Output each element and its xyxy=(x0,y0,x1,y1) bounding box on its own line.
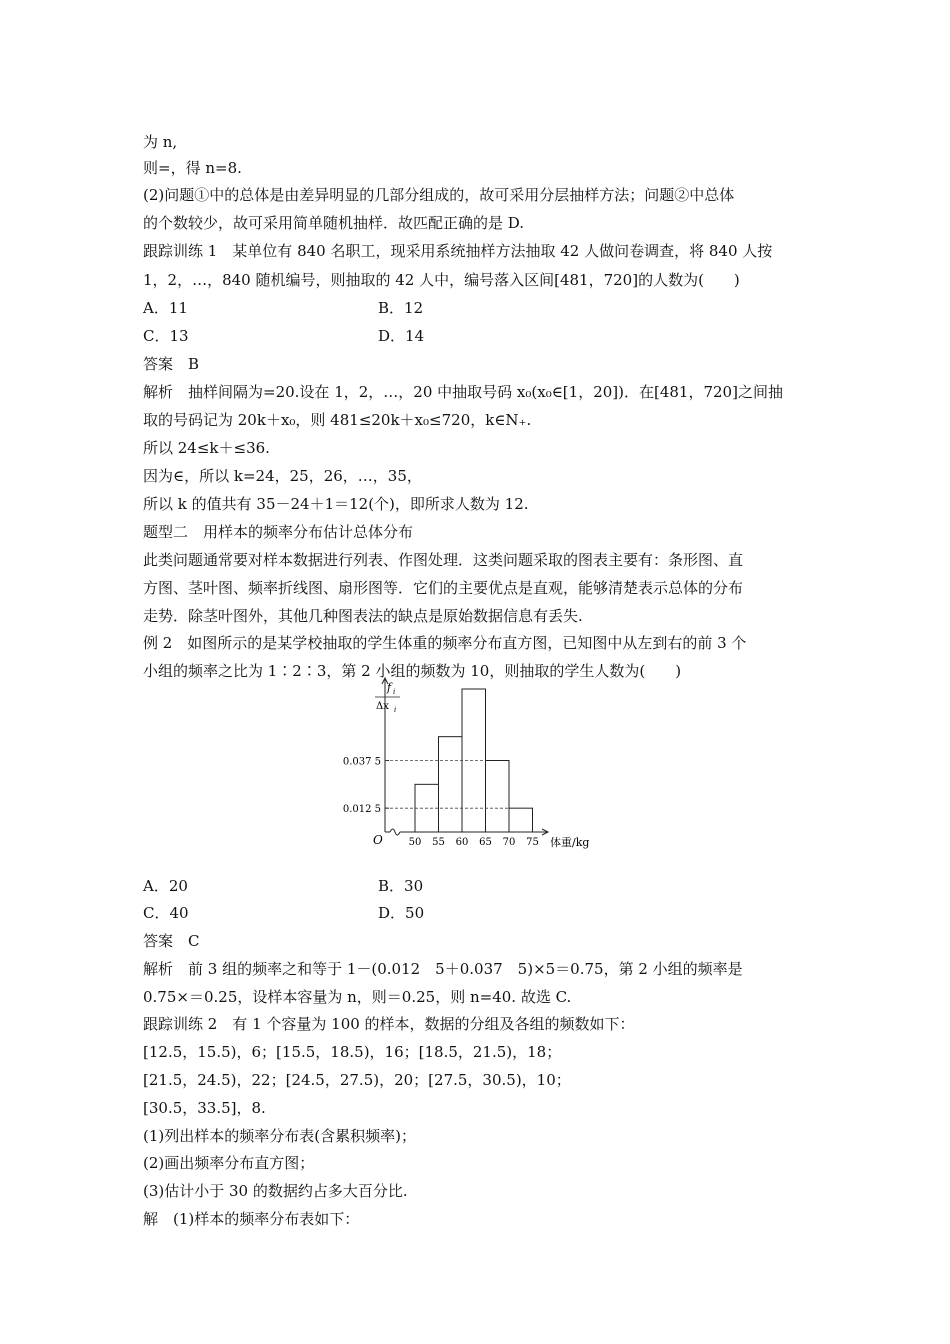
line-29: 0.75×＝0.25，设样本容量为 n，则＝0.25，则 n=40. 故选 C. xyxy=(143,988,572,1006)
option-a: A．20 xyxy=(143,877,188,895)
line-34: (1)列出样本的频率分布表(含累积频率)； xyxy=(143,1127,416,1145)
line-4: 的个数较少，故可采用简单随机抽样．故匹配正确的是 D. xyxy=(143,214,525,232)
analysis-2: 解析 前 3 组的频率之和等于 1－(0.012 5＋0.037 5)×5＝0.75，第 2 小组的频率是 xyxy=(143,960,743,978)
line-30: 跟踪训练 2 有 1 个容量为 100 的样本，数据的分组及各组的频数如下： xyxy=(143,1015,635,1033)
ylabel-numerator: f xyxy=(387,681,392,694)
solution-start: 解 (1)样本的频率分布表如下： xyxy=(143,1210,360,1228)
histogram-bar xyxy=(486,761,510,833)
ylabel-numerator-sub: i xyxy=(393,688,396,696)
histogram-bar xyxy=(439,737,463,832)
ylabel-denominator-sub: i xyxy=(394,706,397,714)
line-1: 为 n, xyxy=(143,133,178,151)
x-tick-label: 75 xyxy=(526,837,539,848)
x-axis-label: 体重/kg xyxy=(550,836,590,849)
option-d: D．14 xyxy=(378,327,425,345)
line-15: 因为∈，所以 k=24，25，26，…，35， xyxy=(143,467,422,485)
answer-2: 答案 C xyxy=(143,932,200,950)
option-a: A．11 xyxy=(143,299,188,317)
y-tick-label: 0.037 5 xyxy=(342,756,381,768)
y-tick-label: 0.012 5 xyxy=(342,804,381,816)
line-36: (3)估计小于 30 的数据约占多大百分比. xyxy=(143,1182,408,1200)
option-b: B．30 xyxy=(378,877,424,895)
histogram-chart xyxy=(340,672,600,854)
x-tick-label: 70 xyxy=(502,837,516,848)
line-2: 则=，得 n=8. xyxy=(143,159,242,177)
line-33: [30.5，33.5]，8. xyxy=(143,1099,266,1117)
option-d: D．50 xyxy=(378,904,425,922)
answer-1: 答案 B xyxy=(143,355,200,373)
option-c: C．13 xyxy=(143,327,189,345)
line-19: 方图、茎叶图、频率折线图、扇形图等．它们的主要优点是直观，能够清楚表示总体的分布 xyxy=(143,579,744,597)
ylabel-denominator: Δx xyxy=(376,701,389,712)
line-18: 此类问题通常要对样本数据进行列表、作图处理．这类问题采取的图表主要有：条形图、直 xyxy=(143,551,744,569)
section-title: 题型二 用样本的频率分布估计总体分布 xyxy=(143,523,414,541)
x-tick-label: 50 xyxy=(408,837,422,848)
line-31: [12.5，15.5)，6；[15.5，18.5)，16；[18.5，21.5)，18； xyxy=(143,1043,562,1061)
line-14: 所以 24≤k＋≤36. xyxy=(143,439,270,457)
line-3: (2)问题①中的总体是由差异明显的几部分组成的，故可采用分层抽样方法；问题②中总体 xyxy=(143,186,735,204)
axis-break xyxy=(390,829,400,835)
line-16: 所以 k 的值共有 35－24＋1＝12(个)，即所求人数为 12. xyxy=(143,495,529,513)
line-35: (2)画出频率分布直方图； xyxy=(143,1154,315,1172)
line-6: 1，2，…，840 随机编号，则抽取的 42 人中，编号落入区间[481，720]的人数为( ) xyxy=(143,271,740,289)
line-5: 跟踪训练 1 某单位有 840 名职工，现采用系统抽样方法抽取 42 人做问卷调查，将 840 人按 xyxy=(143,242,773,260)
example-2: 例 2 如图所示的是某学校抽取的学生体重的频率分布直方图，已知图中从左到右的前 3 个 xyxy=(143,634,747,652)
line-32: [21.5，24.5)，22；[24.5，27.5)，20；[27.5，30.5)，10； xyxy=(143,1071,571,1089)
origin-label: O xyxy=(373,833,383,847)
x-tick-label: 55 xyxy=(432,837,445,848)
line-20: 走势．除茎叶图外，其他几种图表法的缺点是原始数据信息有丢失. xyxy=(143,607,583,625)
x-tick-label: 65 xyxy=(479,837,492,848)
x-tick-label: 60 xyxy=(455,837,469,848)
histogram-bar xyxy=(509,808,533,832)
analysis-1: 解析 抽样间隔为=20.设在 1，2，…，20 中抽取号码 x₀(x₀∈[1，20])．在[481，720]之间抽 xyxy=(143,383,783,401)
option-b: B．12 xyxy=(378,299,424,317)
option-c: C．40 xyxy=(143,904,189,922)
line-13: 取的号码记为 20k＋x₀，则 481≤20k＋x₀≤720，k∈N₊. xyxy=(143,411,532,429)
line-22: 小组的频率之比为 1∶2∶3，第 2 小组的频数为 10，则抽取的学生人数为( ) xyxy=(143,662,682,680)
